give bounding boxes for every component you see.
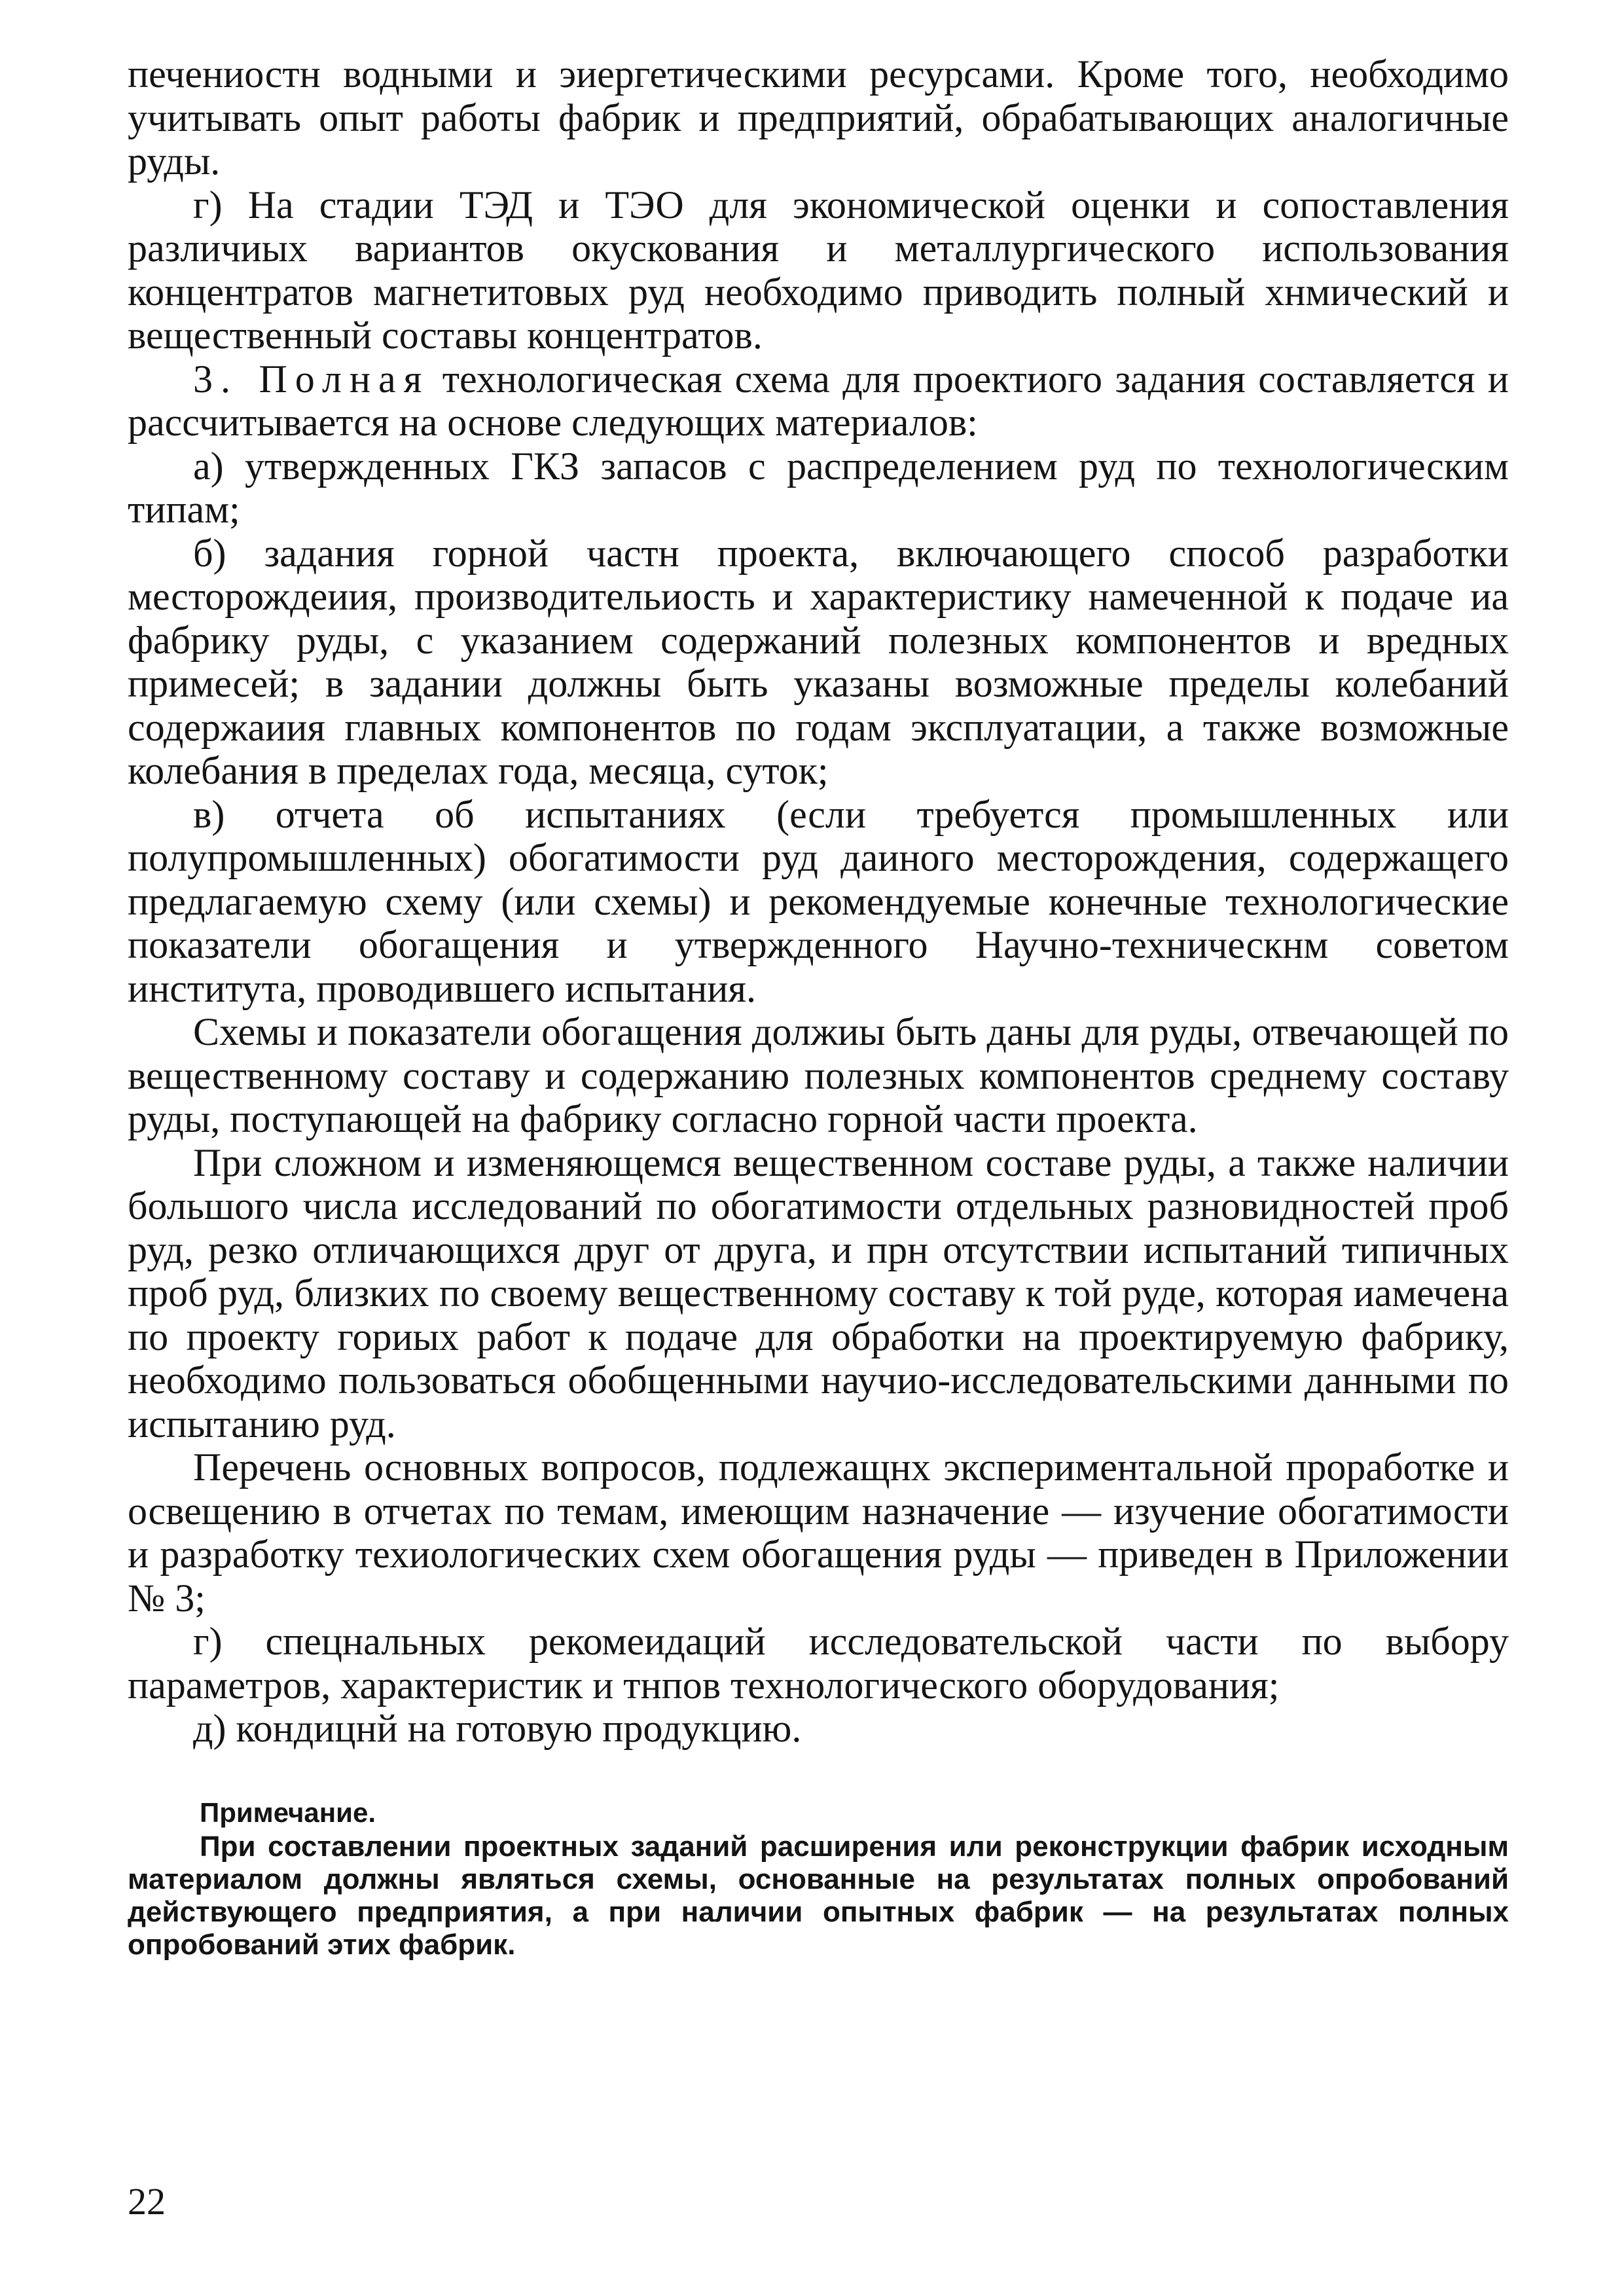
list-item-a: а) утвержденных ГКЗ запасов с распределением руд по технологическим типам; [128, 444, 1509, 531]
paragraph-complex-ore: При сложном и изменяющемся вещественном составе руды, а также наличии большого числа исследований по обогатимости отдельных разновидностей проб руд, резко отличающихся друг от друга, и прн отсутствии испытаний типичных проб руд, близких по своему вещественному составу к той руде, которая иамечена по проекту гориых работ к подаче для обработки на проектируемую фабрику, необходимо пользоваться обобщенными научио-исследовательскими данными по испытанию руд. [128, 1140, 1509, 1446]
paragraph-2: г) На стадии ТЭД и ТЭО для экономической оценки и сопоставления различиых вариантов окускования и металлургического использования концентратов магнетитовых руд необходимо приводить полный хнмический и вещественный составы концентратов. [128, 183, 1509, 357]
page-number: 22 [128, 2180, 166, 2223]
footnote-title: Примечание. [200, 1796, 376, 1828]
list-item-g: г) спецнальных рекомеидаций исследовательской части по выбору параметров, характеристик и тнпов технологического оборудования; [128, 1620, 1509, 1707]
paragraph-1: печениостн водными и эиергетическими ресурсами. Кроме того, необходимо учитывать опыт работы фабрик и предприятий, обрабатывающих аналогичные руды. [128, 52, 1509, 183]
paragraph-3-text: технологическая схема для проектиого задания составляется и рассчитывается на основе следующих материалов: [128, 357, 1509, 444]
footnote-text: При составлении проектных заданий расширения или реконструкции фабрик исходным материалом должны являться схемы, основанные на результатах полных опробований действующего предприятия, а при наличии опытных фабрик — на результатах полных опробований этих фабрик. [128, 1830, 1509, 1961]
list-item-v: в) отчета об испытаниях (если требуется промышленных или полупромышленных) обогатимости руд даиного месторождения, содержащего предлагаемую схему (или схемы) и рекомендуемые конечные технологические показатели обогащения и утвержденного Научно-техническнм советом института, проводившего испытания. [128, 792, 1509, 1010]
page-body [128, 52, 1509, 1961]
footnote [128, 1796, 1509, 1961]
paragraph-3-lead: 3. Полная [193, 357, 430, 401]
paragraph-question-list: Перечень основных вопросов, подлежащнх экспериментальной проработке и освещению в отчетах по темам, имеющим назначение — изучение обогатимости и разработку техиологических схем обогащения руды — приведен в Приложении № 3; [128, 1446, 1509, 1620]
list-item-d: д) кондицнй на готовую продукцию. [193, 1707, 802, 1750]
paragraph-3 [128, 357, 1509, 445]
list-item-b: б) задания горной частн проекта, включающего способ разработки месторождеиия, производительиость и характеристику намеченной к подаче иа фабрику руды, с указанием содержаний полезных компонентов и вредных примесей; в задании должны быть указаны возможные пределы колебаний содержаиия главных компонентов по годам эксплуатации, а также возможные колебания в пределах года, месяца, суток; [128, 531, 1509, 792]
paragraph-schemes: Схемы и показатели обогащения должиы быть даны для руды, отвечающей по вещественному составу и содержанию полезных компонентов среднему составу руды, поступающей на фабрику согласно горной части проекта. [128, 1010, 1509, 1140]
